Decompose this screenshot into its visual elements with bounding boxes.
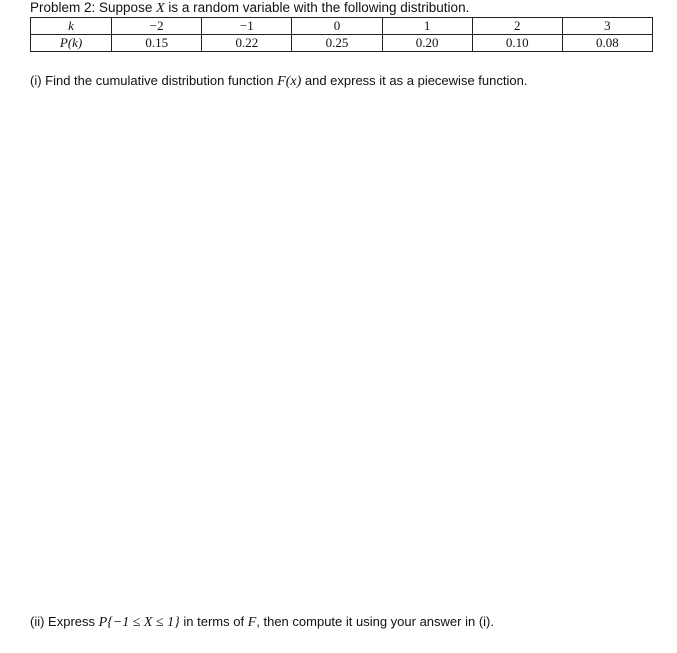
problem-statement xyxy=(30,0,469,17)
probability-value-cell: 0.10 xyxy=(472,35,562,52)
distribution-table xyxy=(30,17,653,52)
probability-row-header: P(k) xyxy=(31,35,112,52)
k-value-cell: 2 xyxy=(472,18,562,35)
k-value-cell: −1 xyxy=(202,18,292,35)
part-ii-question xyxy=(30,614,494,631)
probability-row xyxy=(31,35,653,52)
probability-expression: P{−1 ≤ X ≤ 1} xyxy=(98,615,180,630)
random-variable-symbol: X xyxy=(156,1,165,16)
problem-description: is a random variable with the following distribution. xyxy=(168,0,470,15)
k-value-cell: 0 xyxy=(292,18,382,35)
k-value-cell: 1 xyxy=(382,18,472,35)
k-row xyxy=(31,18,653,35)
part-ii-middle: in terms of xyxy=(183,614,245,629)
part-i-question xyxy=(30,73,527,90)
part-i-prefix: (i) Find the cumulative distribution function xyxy=(30,73,274,88)
k-row-header: k xyxy=(31,18,112,35)
probability-value-cell: 0.25 xyxy=(292,35,382,52)
probability-value-cell: 0.20 xyxy=(382,35,472,52)
cdf-symbol: F(x) xyxy=(277,74,302,89)
problem-label: Problem 2: Suppose xyxy=(30,0,153,15)
part-i-suffix: and express it as a piecewise function. xyxy=(304,73,528,88)
probability-value-cell: 0.22 xyxy=(202,35,292,52)
k-value-cell: −2 xyxy=(112,18,202,35)
k-value-cell: 3 xyxy=(562,18,652,35)
probability-value-cell: 0.08 xyxy=(562,35,652,52)
part-ii-prefix: (ii) Express xyxy=(30,614,96,629)
cdf-symbol-f: F xyxy=(247,615,257,630)
part-ii-suffix: , then compute it using your answer in (i). xyxy=(256,614,494,629)
probability-value-cell: 0.15 xyxy=(112,35,202,52)
